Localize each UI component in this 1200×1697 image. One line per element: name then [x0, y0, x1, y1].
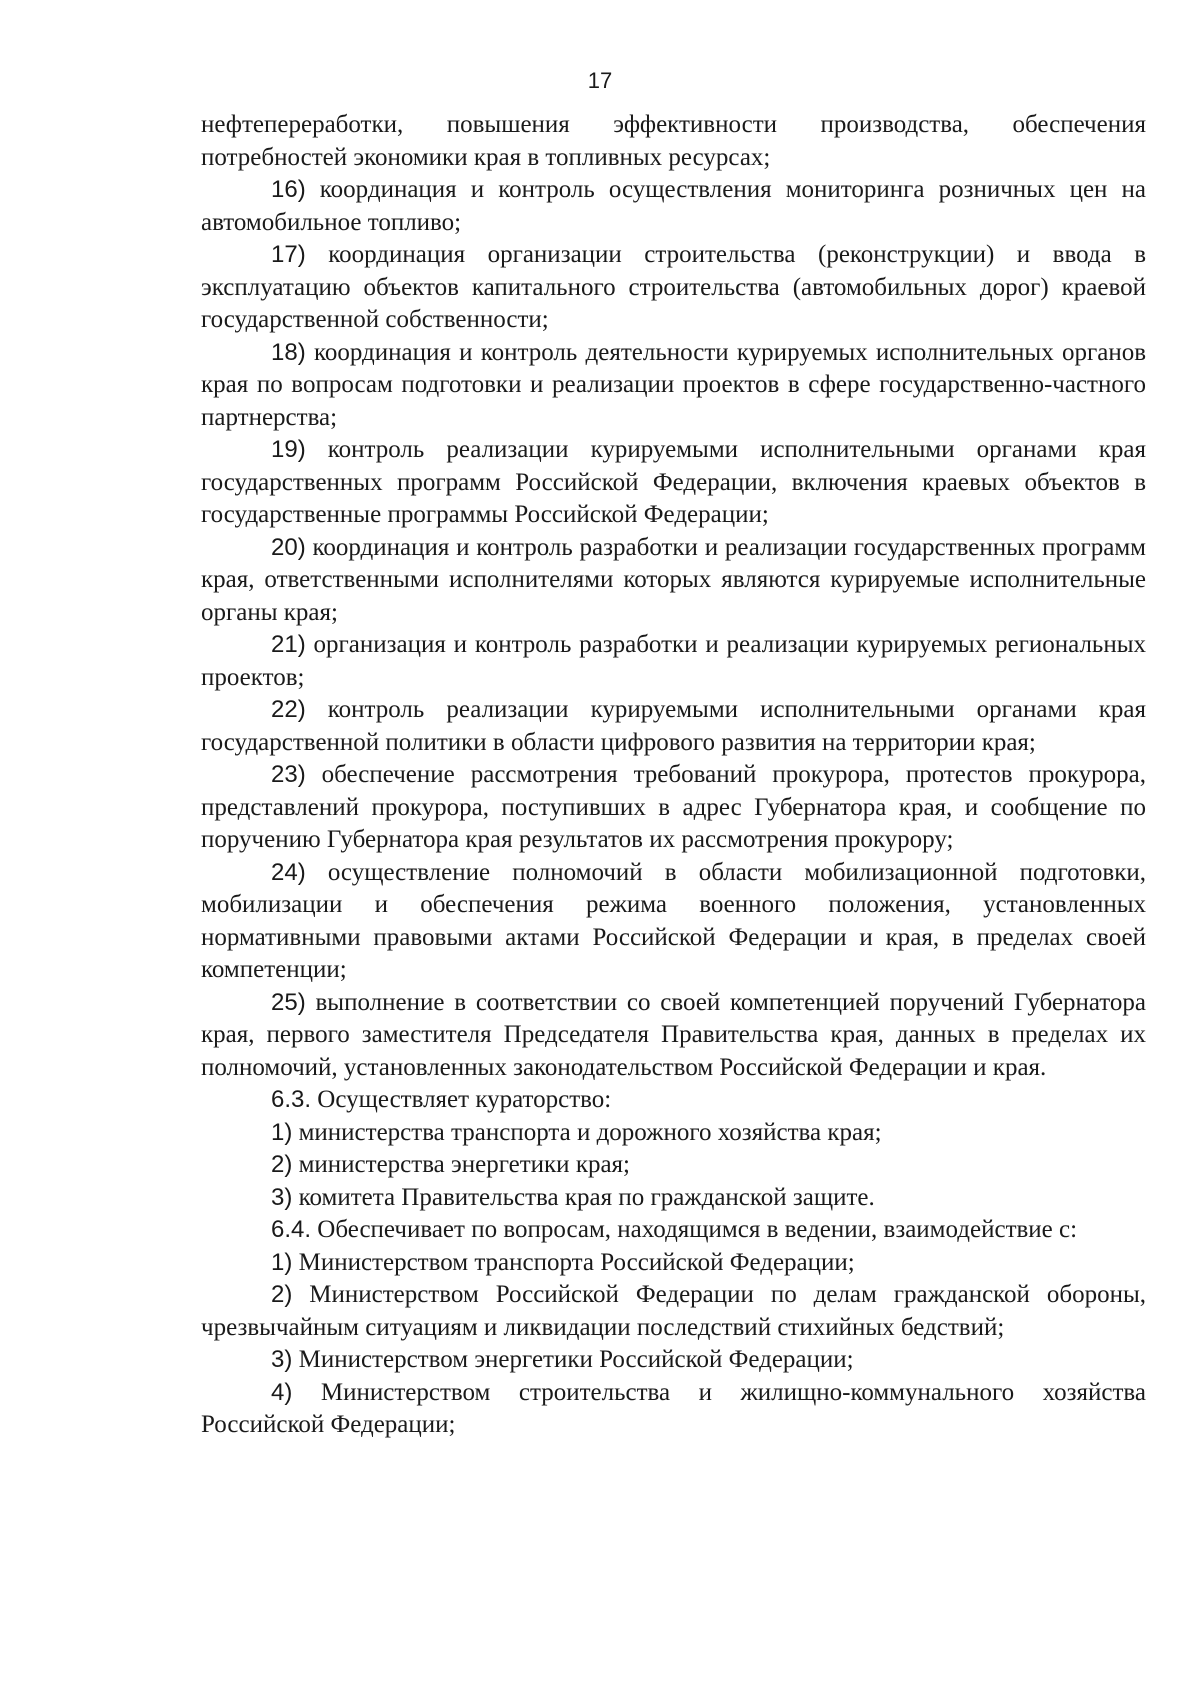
item-number: 18)	[271, 338, 306, 366]
section-text: Осуществляет кураторство:	[317, 1086, 612, 1113]
item-number: 2)	[271, 1281, 293, 1308]
section-number: 6.3.	[271, 1086, 312, 1113]
list-item	[201, 1182, 1146, 1215]
item-number: 17)	[271, 241, 306, 268]
item-number: 3)	[271, 1183, 293, 1211]
list-item	[201, 174, 1146, 239]
list-item	[201, 857, 1146, 987]
item-number: 19)	[271, 436, 306, 463]
item-number: 20)	[271, 533, 306, 561]
item-text: координация и контроль деятельности курируемых исполнительных органов края по вопросам подготовки и реализации проектов в сфере государственно-частного партнерства;	[201, 338, 1147, 431]
item-number: 22)	[271, 696, 306, 723]
item-text: контроль реализации курируемыми исполнительными органами края государственной политики в области цифрового развития на территории края;	[201, 696, 1146, 756]
list-item	[201, 1377, 1146, 1442]
list-item	[201, 694, 1146, 759]
item-number: 2)	[271, 1151, 293, 1178]
item-text: министерства транспорта и дорожного хозяйства края;	[298, 1118, 882, 1146]
item-number: 21)	[271, 631, 306, 658]
item-text: координация и контроль осуществления мониторинга розничных цен на автомобильное топливо;	[201, 176, 1147, 236]
item-number: 16)	[271, 176, 306, 203]
item-text: комитета Правительства края по гражданской защите.	[298, 1183, 875, 1211]
item-number: 25)	[271, 988, 306, 1016]
list-item	[201, 532, 1146, 630]
item-number: 3)	[271, 1346, 293, 1373]
item-text: Министерством Российской Федерации по делам гражданской обороны, чрезвычайным ситуациям и ликвидации последствий стихийных бедствий;	[201, 1281, 1147, 1341]
item-text: организация и контроль разработки и реализации курируемых региональных проектов;	[201, 631, 1147, 691]
item-number: 1)	[271, 1248, 293, 1276]
item-number: 4)	[271, 1378, 293, 1406]
list-item	[201, 1149, 1146, 1182]
item-number: 24)	[271, 858, 306, 886]
item-text: обеспечение рассмотрения требований прокурора, протестов прокурора, представлений прокурора, поступивших в адрес Губернатора края, и сообщение по поручению Губернатора края результатов их рассмотрения прокурору;	[201, 761, 1147, 853]
document-body	[201, 109, 1146, 1442]
item-text: координация организации строительства (реконструкции) и ввода в эксплуатацию объектов капитального строительства (автомобильных дорог) краевой государственной собственности;	[201, 241, 1147, 333]
item-text: выполнение в соответствии со своей компетенцией поручений Губернатора края, первого заместителя Председателя Правительства края, данных в пределах их полномочий, установленных законодательством Российской Федерации и края.	[201, 988, 1146, 1081]
list-item	[201, 987, 1146, 1085]
item-number: 23)	[271, 761, 306, 788]
paragraph-continuation	[201, 109, 1146, 174]
list-item	[201, 434, 1146, 532]
section-number: 6.4.	[271, 1216, 312, 1243]
list-item	[201, 629, 1146, 694]
list-item	[201, 1344, 1146, 1377]
list-item	[201, 239, 1146, 337]
item-text: Министерством энергетики Российской Федерации;	[298, 1346, 854, 1373]
paragraph-text: нефтепереработки, повышения эффективности производства, обеспечения потребностей экономики края в топливных ресурсах;	[201, 111, 1146, 171]
item-number: 1)	[271, 1118, 293, 1146]
item-text: контроль реализации курируемыми исполнительными органами края государственных программ Российской Федерации, включения краевых объектов в государственные программы Российской Федерации;	[201, 436, 1146, 528]
section-heading	[201, 1084, 1146, 1117]
item-text: министерства энергетики края;	[298, 1151, 631, 1178]
list-item	[201, 1117, 1146, 1150]
list-item	[201, 759, 1146, 857]
list-item	[201, 337, 1146, 435]
item-text: осуществление полномочий в области мобилизационной подготовки, мобилизации и обеспечения режима военного положения, установленных нормативными правовыми актами Российской Федерации и края, в пределах своей компетенции;	[201, 858, 1146, 983]
section-text: Обеспечивает по вопросам, находящимся в ведении, взаимодействие с:	[317, 1216, 1078, 1243]
section-heading	[201, 1214, 1146, 1247]
page-number: 17	[587, 68, 613, 93]
item-text: Министерством транспорта Российской Федерации;	[298, 1248, 855, 1276]
list-item	[201, 1279, 1146, 1344]
item-text: координация и контроль разработки и реализации государственных программ края, ответственными исполнителями которых являются курируемые исполнительные органы края;	[201, 533, 1147, 626]
item-text: Министерством строительства и жилищно-коммунального хозяйства Российской Федерации;	[201, 1378, 1146, 1438]
list-item	[201, 1247, 1146, 1280]
